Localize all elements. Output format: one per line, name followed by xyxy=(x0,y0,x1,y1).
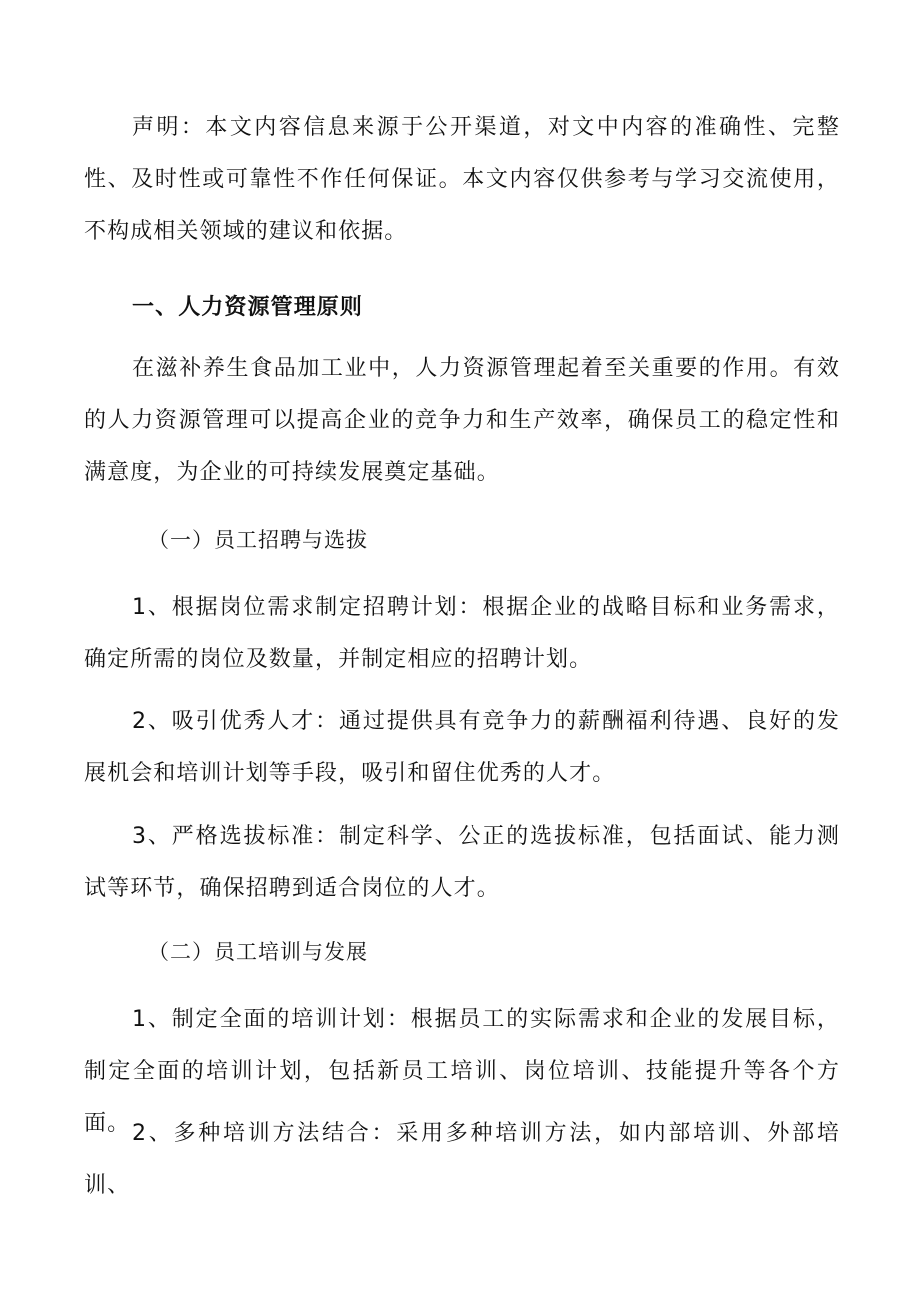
recruitment-item-1: 1、根据岗位需求制定招聘计划：根据企业的战略目标和业务需求，确定所需的岗位及数量，并制定相应的招聘计划。 xyxy=(84,595,840,672)
recruitment-item-2: 2、吸引优秀人才：通过提供具有竞争力的薪酬福利待遇、良好的发展机会和培训计划等手段，吸引和留住优秀的人才。 xyxy=(84,709,840,786)
training-item-2: 2、多种培训方法结合：采用多种培训方法，如内部培训、外部培训、 xyxy=(84,1121,840,1198)
subheading-recruitment: （一）员工招聘与选拔 xyxy=(148,528,368,552)
training-item-1: 1、制定全面的培训计划：根据员工的实际需求和企业的发展目标，制定全面的培训计划，包括新员工培训、岗位培训、技能提升等各个方面。 xyxy=(84,1007,840,1136)
section-heading-hr-principles: 一、人力资源管理原则 xyxy=(132,295,364,320)
section-intro-paragraph: 在滋补养生食品加工业中，人力资源管理起着至关重要的作用。有效的人力资源管理可以提高企业的竞争力和生产效率，确保员工的稳定性和满意度，为企业的可持续发展奠定基础。 xyxy=(84,356,840,485)
subheading-training: （二）员工培训与发展 xyxy=(148,940,368,964)
disclaimer-paragraph: 声明：本文内容信息来源于公开渠道，对文中内容的准确性、完整性、及时性或可靠性不作任何保证。本文内容仅供参考与学习交流使用，不构成相关领域的建议和依据。 xyxy=(84,115,840,244)
recruitment-item-3: 3、严格选拔标准：制定科学、公正的选拔标准，包括面试、能力测试等环节，确保招聘到适合岗位的人才。 xyxy=(84,824,840,901)
